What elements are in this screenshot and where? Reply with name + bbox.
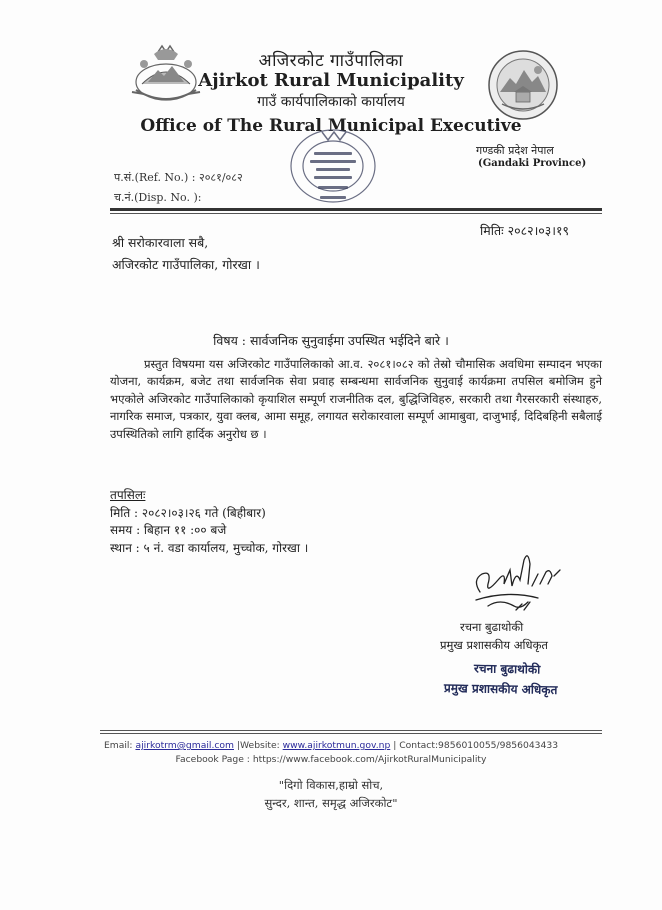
municipality-name-np: अजिरकोट गाउँपालिका: [258, 51, 404, 71]
handwritten-signature-icon: [458, 540, 568, 618]
header-divider-thin: [110, 213, 602, 214]
province-en: (Gandaki Province): [478, 158, 587, 169]
signatory-stamp-designation: प्रमुख प्रशासकीय अधिकृत: [443, 681, 558, 697]
addressee-line-2: अजिरकोट गाउँपालिका, गोरखा ।: [112, 257, 260, 272]
email-label: Email:: [103, 740, 136, 751]
signatory-stamp-name: रचना बुढाथोकी: [473, 661, 541, 677]
email-link[interactable]: ajirkotrm@gmail.com: [135, 740, 234, 751]
motto-line-1: "दिगो विकास,हाम्रो सोच,: [278, 778, 384, 792]
province-np: गण्डकी प्रदेश नेपाल: [476, 144, 554, 157]
dispatch-number: च.नं.(Disp. No. ):: [114, 191, 202, 204]
details-place: स्थान : ५ नं. वडा कार्यालय, मुच्चोक, गोरखा ।: [110, 541, 309, 555]
header-divider: [110, 208, 602, 211]
contact-numbers: | Contact:9856010055/9856043433: [390, 740, 559, 751]
signatory-designation: प्रमुख प्रशासकीय अधिकृत: [440, 638, 548, 652]
footer-divider-thin: [100, 733, 602, 734]
details-time: समय : बिहान ११ :०० बजे: [110, 523, 227, 537]
municipality-name-en: Ajirkot Rural Municipality: [198, 70, 464, 91]
office-name-en: Office of The Rural Municipal Executive: [140, 116, 522, 136]
footer-contact-line: [0, 740, 662, 751]
signatory-name: रचना बुढाथोकी: [460, 620, 524, 634]
letter-subject: विषय : सार्वजनिक सुनुवाईमा उपस्थित भईदिने बारे ।: [213, 333, 449, 348]
facebook-page: Facebook Page : https://www.facebook.com/AjirkotRuralMunicipality: [175, 754, 487, 765]
official-stamp-icon: [278, 120, 388, 212]
addressee-line-1: श्री सरोकारवाला सबै,: [112, 235, 209, 250]
reference-number: प.सं.(Ref. No.) : २०८१/०८२: [114, 171, 243, 184]
website-label: |Website:: [234, 740, 283, 751]
motto-line-2: सुन्दर, शान्त, समृद्ध अजिरकोट": [264, 796, 398, 810]
details-date: मिति : २०८२।०३।२६ गते (बिहीबार): [110, 506, 266, 520]
details-heading: तपसिलः: [110, 488, 146, 502]
letter-body: प्रस्तुत विषयमा यस अजिरकोट गाउँपालिकाको आ.व. २०८१।०८२ को तेस्रो चौमासिक अवधिमा सम्पादन भएका योजना, कार्यक्रम, बजेट तथा सार्वजनिक सेवा प्रवाह सम्बन्धमा सार्वजनिक सुनुवाई कार्यक्रमा तपसिल बमोजिम हुने भएकोले अजिरकोट गाउँपालिकाको कृयाशिल सम्पूर्ण राजनीतिक दल, बुद्धिजिविहरु, सरकारी तथा गैरसरकारी संस्थाहरु, नागरिक समाज, पत्रकार, युवा क्लब, आमा समूह, लगायत सरोकारवाला सम्पूर्ण आमाबुवा, दाजुभाई, दिदिबहिनी सबैलाई उपस्थितिको लागि हार्दिक अनुरोध छ ।: [110, 357, 602, 441]
website-link[interactable]: www.ajirkotmun.gov.np: [282, 740, 391, 751]
office-name-np: गाउँ कार्यपालिकाको कार्यालय: [257, 94, 405, 110]
footer-divider: [100, 730, 602, 731]
letter-date: मितिः २०८२।०३।१९: [480, 223, 570, 238]
